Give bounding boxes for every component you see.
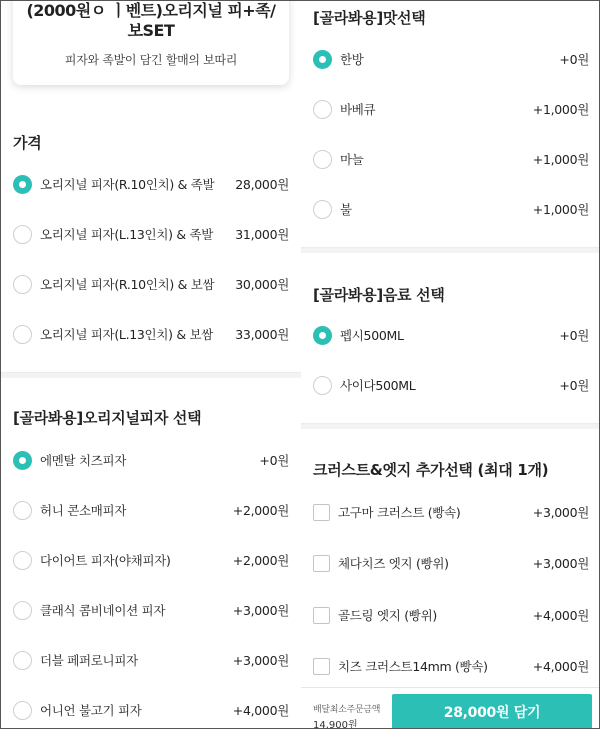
option-label: 더블 페퍼로니피자 [40, 653, 138, 668]
radio-icon[interactable] [313, 150, 332, 169]
radio-icon[interactable] [13, 701, 32, 720]
option-price: +0원 [559, 378, 589, 393]
option-label: 오리지널 피자(R.10인치) & 족발 [40, 177, 215, 192]
option-price: +2,000원 [232, 553, 289, 568]
option-price: +4,000원 [232, 703, 289, 718]
option-price: +0원 [259, 453, 289, 468]
menu-title-line2: 보SET [127, 21, 175, 40]
option-label: 불 [340, 202, 352, 217]
radio-icon[interactable] [13, 551, 32, 570]
radio-icon[interactable] [13, 325, 32, 344]
option-price: +0원 [559, 52, 589, 67]
crust-option[interactable] [313, 551, 589, 575]
option-label: 클래식 콤비네이션 피자 [40, 603, 166, 618]
option-price: +3,000원 [232, 653, 289, 668]
flavor-option[interactable] [313, 97, 589, 121]
section-divider [1, 372, 301, 378]
option-label: 한방 [340, 52, 364, 67]
option-price: 33,000원 [235, 327, 289, 342]
checkbox-icon[interactable] [313, 658, 330, 675]
pizza-option[interactable] [13, 598, 289, 622]
checkbox-icon[interactable] [313, 607, 330, 624]
option-label: 다이어트 피자(야채피자) [40, 553, 171, 568]
radio-icon[interactable] [313, 376, 332, 395]
crust-option[interactable] [313, 603, 589, 627]
crust-option[interactable] [313, 654, 589, 678]
menu-hero-card [13, 1, 289, 85]
option-price: +0원 [559, 328, 589, 343]
min-order-label: 배달최소주문금액 [313, 705, 381, 715]
option-label: 펩시500ML [340, 328, 404, 343]
option-price: +3,000원 [532, 556, 589, 571]
option-label: 어니언 불고기 피자 [40, 703, 142, 718]
option-label: 마늘 [340, 152, 364, 167]
radio-icon[interactable] [13, 501, 32, 520]
option-price: +4,000원 [532, 608, 589, 623]
option-label: 사이다500ML [340, 378, 416, 393]
option-label: 오리지널 피자(L.13인치) & 족발 [40, 227, 214, 242]
option-label: 고구마 크러스트 (빵속) [338, 505, 461, 520]
option-price: +2,000원 [232, 503, 289, 518]
section-divider [301, 247, 600, 253]
option-price: +1,000원 [532, 202, 589, 217]
crust-section-title: 크러스트&엣지 추가선택 (최대 1개) [313, 461, 549, 479]
crust-option[interactable] [313, 500, 589, 524]
radio-selected-icon[interactable] [313, 50, 332, 69]
pizza-option[interactable] [13, 448, 289, 472]
option-price: +3,000원 [532, 505, 589, 520]
option-label: 바베큐 [340, 102, 376, 117]
checkbox-icon[interactable] [313, 555, 330, 572]
option-label: 오리지널 피자(R.10인치) & 보쌈 [40, 277, 215, 292]
menu-title-line1: (2000원ㅇ ㅣ벤트)오리지널 피+족/ [26, 1, 276, 20]
option-label: 에멘탈 치즈피자 [40, 453, 127, 468]
price-section-title: 가격 [13, 134, 42, 152]
pizza-option[interactable] [13, 548, 289, 572]
drink-option[interactable] [313, 373, 589, 397]
option-price: +1,000원 [532, 102, 589, 117]
flavor-option[interactable] [313, 197, 589, 221]
option-label: 허니 콘소매피자 [40, 503, 127, 518]
radio-icon[interactable] [13, 275, 32, 294]
option-price: +1,000원 [532, 152, 589, 167]
radio-selected-icon[interactable] [13, 451, 32, 470]
price-option[interactable] [13, 272, 289, 296]
pizza-section-title: [골라봐용]오리지널피자 선택 [13, 409, 202, 427]
radio-selected-icon[interactable] [313, 326, 332, 345]
option-price: +3,000원 [232, 603, 289, 618]
drink-option[interactable] [313, 323, 589, 347]
option-price: +4,000원 [532, 659, 589, 674]
menu-subtitle: 피자와 족발이 담긴 할매의 보따리 [64, 53, 238, 67]
option-label: 오리지널 피자(L.13인치) & 보쌈 [40, 327, 214, 342]
radio-icon[interactable] [313, 100, 332, 119]
radio-icon[interactable] [313, 200, 332, 219]
drink-section-title: [골라봐용]음료 선택 [313, 286, 445, 304]
option-label: 치즈 크러스트14mm (빵속) [338, 659, 488, 674]
option-price: 28,000원 [235, 177, 289, 192]
flavor-option[interactable] [313, 147, 589, 171]
radio-icon[interactable] [13, 651, 32, 670]
flavor-section-title: [골라봐용]맛선택 [313, 9, 426, 27]
pizza-option[interactable] [13, 698, 289, 722]
pizza-option[interactable] [13, 648, 289, 672]
option-price: 31,000원 [235, 227, 289, 242]
radio-selected-icon[interactable] [13, 175, 32, 194]
pizza-option[interactable] [13, 498, 289, 522]
price-option[interactable] [13, 322, 289, 346]
checkbox-icon[interactable] [313, 504, 330, 521]
min-order-value: 14,900원 [313, 720, 358, 729]
option-price: 30,000원 [235, 277, 289, 292]
right-column [301, 1, 600, 729]
price-option[interactable] [13, 222, 289, 246]
option-label: 골드링 엣지 (빵위) [338, 608, 437, 623]
radio-icon[interactable] [13, 601, 32, 620]
option-label: 체다치즈 엣지 (빵위) [338, 556, 449, 571]
radio-icon[interactable] [13, 225, 32, 244]
bottom-order-bar [301, 687, 600, 729]
price-option[interactable] [13, 172, 289, 196]
flavor-option[interactable] [313, 47, 589, 71]
menu-title [13, 1, 289, 41]
section-divider [301, 423, 600, 429]
left-column [1, 1, 301, 729]
add-to-cart-button[interactable]: 28,000원 담기 [392, 694, 592, 729]
